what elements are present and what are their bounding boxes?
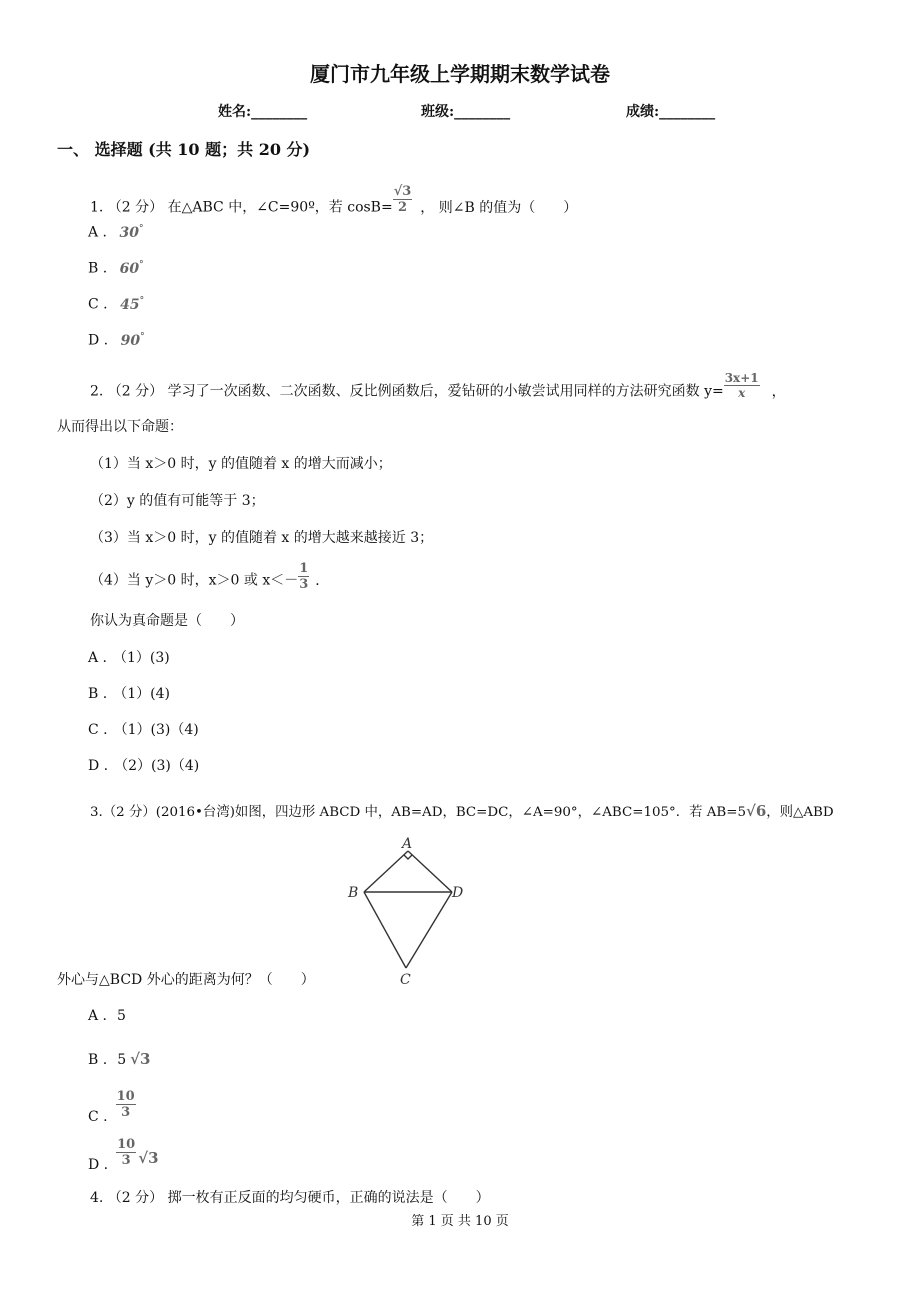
question-1-stem (90, 184, 578, 222)
segment-bc (364, 892, 406, 968)
option-value: 45 (120, 296, 140, 313)
fraction-denominator: 2 (397, 200, 408, 215)
fraction-numerator: 1 (299, 561, 309, 576)
degree-symbol: ° (139, 260, 144, 270)
question-2-proposition-2: （2）y 的值有可能等于 3； (90, 493, 265, 509)
vertex-label-a: A (402, 836, 413, 852)
question-2-stem (90, 371, 786, 405)
option-text: （1）(3)（4) (113, 722, 199, 738)
option-label: C . (88, 296, 108, 313)
score-field-label: 成绩:________ (626, 104, 716, 120)
option-text: （1）(4) (113, 686, 170, 702)
fraction-numerator: 10 (116, 1089, 135, 1104)
option-label: D . (88, 758, 109, 774)
question-2-option-c (88, 719, 199, 739)
question-3-text-c: 外心与△BCD 外心的距离为何？（ ） (57, 972, 315, 988)
option-label: B . (88, 260, 108, 277)
question-2-ask: 你认为真命题是（ ） (90, 613, 244, 629)
sqrt-three: √3 (138, 1148, 159, 1167)
option-value: 90 (120, 332, 141, 349)
right-angle-mark (404, 855, 412, 859)
question-1-option-a (88, 224, 143, 241)
segment-ad (408, 851, 452, 892)
quadrilateral-figure (340, 832, 480, 990)
sqrt-three: √3 (130, 1050, 151, 1068)
question-4-stem: 4. （2 分） 掷一枚有正反面的均匀硬币，正确的说法是（ ） (90, 1190, 490, 1206)
option-label: A . (88, 224, 108, 241)
name-field-label: 姓名:________ (218, 104, 308, 120)
question-1-option-b (88, 260, 144, 277)
option-text: （1）(3) (113, 650, 170, 666)
question-3-option-b (88, 1050, 150, 1068)
question-2-proposition-3: （3）当 x＞0 时，y 的值随着 x 的增大越来越接近 3； (90, 530, 434, 546)
proposition-4-text-a: （4）当 y＞0 时，x＞0 或 x＜－ (90, 572, 299, 589)
vertex-label-d: D (452, 885, 464, 901)
question-3-option-c (88, 1089, 136, 1125)
option-label: D . (88, 332, 109, 349)
page-title: 厦门市九年级上学期期末数学试卷 (310, 62, 610, 86)
segment-ab (364, 851, 408, 892)
class-field-label: 班级:________ (421, 104, 511, 120)
question-3-text-a: 3.（2 分）(2016•台湾)如图，四边形 ABCD 中，AB=AD，BC=DC，∠A=90°，∠ABC=105°．若 AB=5 (90, 805, 746, 820)
fraction-numerator: √3 (393, 184, 412, 199)
page-footer: 第 1 页 共 10 页 (411, 1214, 509, 1229)
question-1-text-b: ， 则∠B 的值为（ ） (420, 199, 578, 216)
vertex-label-b: B (348, 885, 359, 901)
option-text: （2）(3)（4) (114, 758, 200, 774)
question-1-option-d (88, 332, 145, 349)
question-3-option-d (88, 1137, 159, 1173)
option-label: C . (88, 722, 108, 738)
option-label: B . (88, 686, 108, 702)
question-3-text-b: ，则△ABD (766, 805, 834, 820)
option-label: B . (88, 1052, 108, 1068)
option-fraction (116, 1090, 136, 1119)
option-label: A . (88, 1008, 108, 1024)
fraction-numerator: 10 (117, 1137, 136, 1152)
question-2-text-c: 从而得出以下命题： (57, 419, 183, 435)
option-label: D . (88, 1156, 109, 1173)
option-text: 5 (117, 1008, 126, 1024)
degree-symbol: ° (138, 224, 144, 234)
question-2-fraction (724, 372, 760, 399)
vertex-label-c: C (400, 972, 411, 988)
question-1-fraction (393, 185, 413, 214)
fraction-denominator: x (738, 386, 746, 400)
question-3-stem (90, 801, 834, 820)
question-2-text-b: ， (771, 383, 786, 400)
fraction-denominator: 3 (121, 1153, 131, 1168)
section-title: 一、 选择题 (共 10 题；共 20 分) (57, 140, 311, 159)
question-2-text-a: 2. （2 分） 学习了一次函数、二次函数、反比例函数后，爱钻研的小敏尝试用同样的方法研究函数 y= (90, 383, 724, 400)
proposition-4-text-b: ． (315, 572, 330, 589)
sqrt-six: √6 (745, 802, 767, 820)
fraction-denominator: 3 (299, 577, 309, 592)
option-label: C . (88, 1108, 108, 1125)
proposition-4-fraction (298, 562, 309, 591)
question-2-proposition-4 (90, 561, 330, 595)
option-value: 30 (119, 224, 139, 241)
degree-symbol: ° (139, 296, 145, 306)
question-2-option-b (88, 683, 170, 703)
question-3-option-a (88, 1008, 126, 1024)
question-1-option-c (88, 296, 144, 313)
fraction-denominator: 3 (121, 1105, 131, 1120)
question-2-proposition-1: （1）当 x＞0 时，y 的值随着 x 的增大而减小； (90, 456, 392, 472)
question-2-option-a (88, 647, 170, 667)
fraction-numerator: 3x+1 (724, 371, 759, 385)
question-2-option-d (88, 755, 199, 775)
question-1-text-a: 1. （2 分） 在△ABC 中，∠C=90º，若 cosB= (90, 199, 393, 216)
degree-symbol: ° (140, 332, 145, 342)
option-value: 60 (119, 260, 140, 277)
segment-dc (406, 892, 452, 968)
option-label: A . (88, 650, 108, 666)
option-fraction (116, 1138, 136, 1167)
option-text: 5 (117, 1052, 127, 1068)
